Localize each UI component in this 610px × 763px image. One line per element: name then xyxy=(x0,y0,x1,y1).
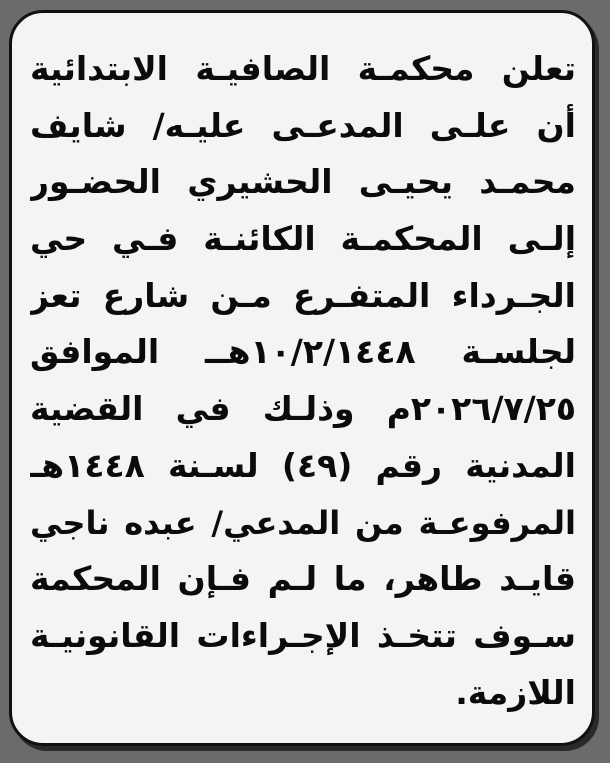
notice-line: لجلسـة ١٠/٢/١٤٤٨هــ الموافق xyxy=(30,332,576,372)
notice-line: اللازمة. xyxy=(455,672,576,712)
notice-line: ٢٠٢٦/٧/٢٥م وذلـك في القضية xyxy=(30,389,576,429)
notice-line: تعلن محكمـة الصافيـة الابتدائية xyxy=(30,49,576,88)
notice-line: المدنية رقم (٤٩) لسـنة ١٤٤٨هـ xyxy=(30,445,576,485)
notice-line: قايـد طاهر، ما لـم فـإن المحكمة xyxy=(30,559,576,599)
notice-line: محمـد يحيـى الحشيري الحضـور xyxy=(30,162,576,202)
notice-line: المرفوعـة من المدعي/ عبده ناجي xyxy=(30,503,576,542)
notice-line: الجـرداء المتفـرع مـن شارع تعز xyxy=(30,275,576,315)
notice-line: سـوف تتخـذ الإجـراءات القانونيـة xyxy=(30,615,576,655)
notice-line: إلـى المحكمـة الكائنـة فـي حي xyxy=(30,219,576,259)
court-notice-text xyxy=(30,41,576,721)
notice-frame xyxy=(9,10,595,746)
notice-line: أن علـى المدعـى عليـه/ شايف xyxy=(30,105,576,145)
